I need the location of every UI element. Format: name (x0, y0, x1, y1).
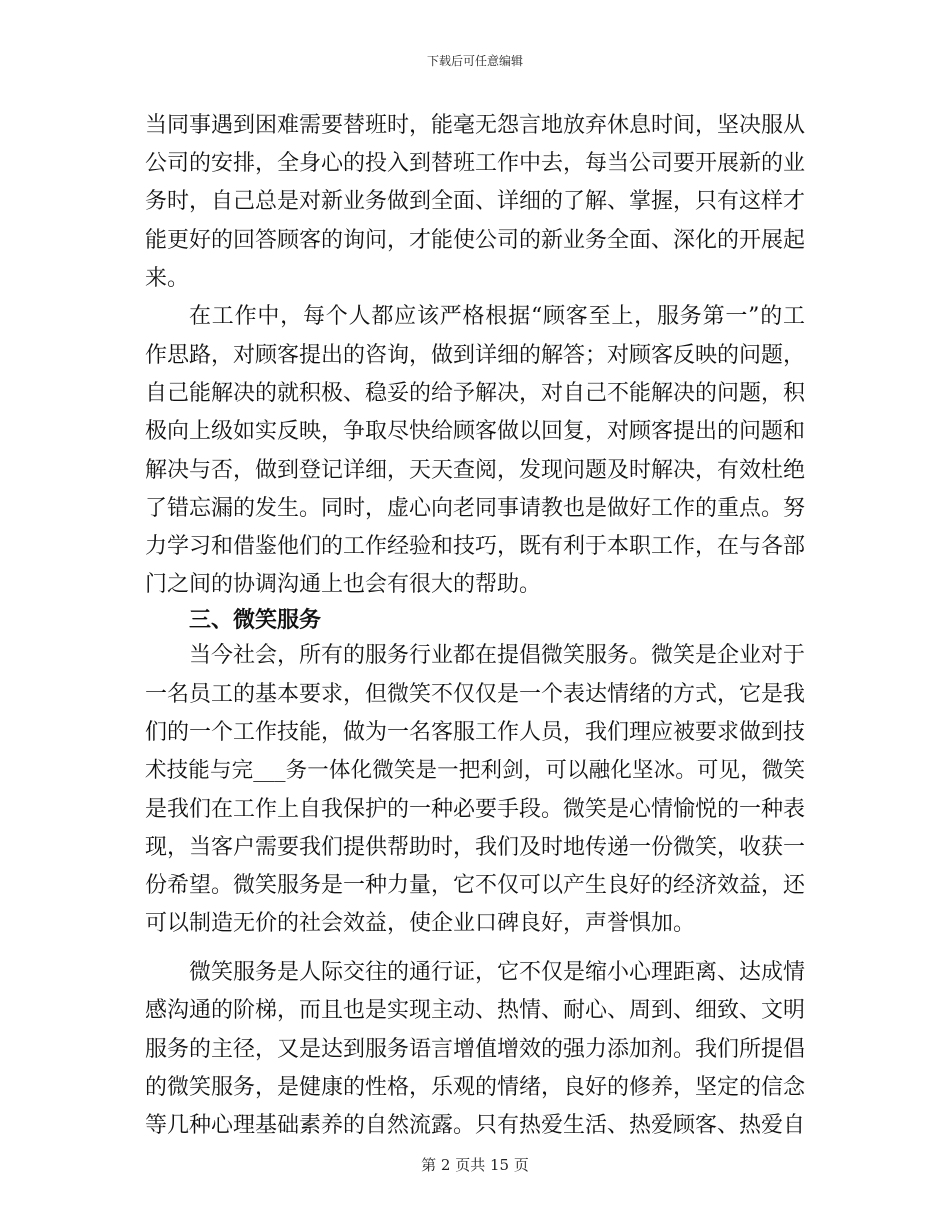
paragraph-line: 了错忘漏的发生。同时，虚心向老同事请教也是做好工作的重点。努 (145, 496, 806, 521)
paragraph-line: 能更好的回答顾客的询问，才能使公司的新业务全面、深化的开展起 (145, 228, 806, 253)
paragraph-line: 当今社会，所有的服务行业都在提倡微笑服务。微笑是企业对于 (189, 643, 806, 668)
paragraph-line: 微笑服务是人际交往的通行证，它不仅是缩小心理距离、达成情 (189, 960, 806, 985)
paragraph-line: 公司的安排，全身心的投入到替班工作中去，每当公司要开展新的业 (145, 151, 806, 176)
paragraph-line: 现，当客户需要我们提供帮助时，我们及时地传递一份微笑，收获一 (145, 835, 806, 860)
paragraph-line: 术技能与完___务一体化微笑是一把利剑，可以融化坚冰。可见，微笑 (145, 758, 805, 783)
page-header: 下载后可任意编辑 (426, 54, 523, 68)
paragraph-line: 务时，自己总是对新业务做到全面、详细的了解、掌握，只有这样才 (145, 189, 806, 214)
paragraph-line: 力学习和借鉴他们的工作经验和技巧，既有利于本职工作，在与各部 (145, 534, 806, 559)
paragraph-line: 解决与否，做到登记详细，天天查阅，发现问题及时解决，有效杜绝 (145, 458, 806, 483)
paragraph-line: 的微笑服务，是健康的性格，乐观的情绪，良好的修养，坚定的信念 (145, 1075, 806, 1100)
paragraph-line: 自己能解决的就积极、稳妥的给予解决，对自己不能解决的问题，积 (145, 381, 806, 406)
paragraph-line: 来。 (145, 266, 190, 291)
paragraph-line: 们的一个工作技能，做为一名客服工作人员，我们理应被要求做到技 (145, 720, 806, 745)
paragraph-line: 门之间的协调沟通上也会有很大的帮助。 (145, 572, 542, 597)
paragraph-line: 份希望。微笑服务是一种力量，它不仅可以产生良好的经济效益，还 (145, 873, 806, 898)
paragraph-line: 在工作中，每个人都应该严格根据“顾客至上，服务第一”的工 (189, 304, 805, 329)
paragraph-line: 作思路，对顾客提出的咨询，做到详细的解答；对顾客反映的问题， (145, 343, 806, 368)
paragraph-line: 是我们在工作上自我保护的一种必要手段。微笑是心情愉悦的一种表 (145, 797, 806, 822)
page-footer: 第 2 页共 15 页 (421, 1156, 529, 1174)
paragraph-line: 感沟通的阶梯，而且也是实现主动、热情、耐心、周到、细致、文明 (145, 998, 806, 1023)
paragraph-line: 服务的主径，又是达到服务语言增值增效的强力添加剂。我们所提倡 (145, 1037, 806, 1062)
paragraph-line: 极向上级如实反映，争取尽快给顾客做以回复，对顾客提出的问题和 (145, 419, 806, 444)
paragraph-line: 当同事遇到困难需要替班时，能毫无怨言地放弃休息时间，坚决服从 (145, 113, 806, 138)
section-heading: 三、微笑服务 (189, 607, 322, 633)
paragraph-line: 可以制造无价的社会效益，使企业口碑良好，声誉惧加。 (145, 911, 696, 936)
paragraph-line: 一名员工的基本要求，但微笑不仅仅是一个表达情绪的方式，它是我 (145, 682, 806, 707)
paragraph-line: 等几种心理基础素养的自然流露。只有热爱生活、热爱顾客、热爱自 (145, 1113, 806, 1138)
